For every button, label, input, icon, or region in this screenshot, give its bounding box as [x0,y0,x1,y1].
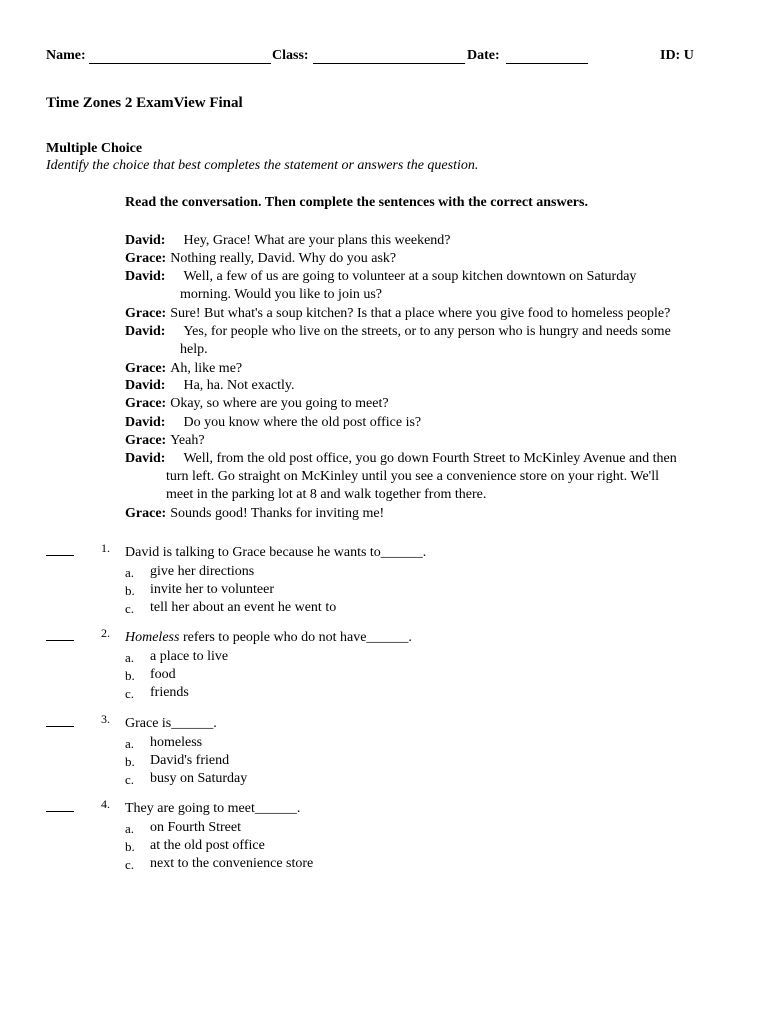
dialogue-continuation: morning. Would you like to join us? [180,287,382,302]
dialogue-line [125,395,389,413]
dialogue-continuation: help. [180,342,208,357]
option-letter: c. [125,601,135,616]
option-text: next to the convenience store [150,856,314,871]
option-text: homeless [150,735,203,750]
option-letter: a. [125,565,135,580]
dialogue-speaker: David: [125,415,166,430]
dialogue-text: Well, a few of us are going to volunteer at a soup kitchen downtown on Saturday [183,269,637,284]
option-letter: c. [125,857,135,872]
class-label: Class: [272,48,309,63]
option-text: a place to live [150,649,229,664]
dialogue-continuation: turn left. Go straight on McKinley until you see a convenience store on your right. We'll [166,469,659,484]
option-text: David's friend [150,753,230,768]
dialogue-speaker: David: [125,269,166,284]
dialogue-speaker: Grace: [125,396,167,411]
question-stem [125,630,412,646]
option-text: tell her about an event he went to [150,600,337,615]
dialogue-line [125,232,451,250]
dialogue-line [125,505,384,523]
dialogue-line [125,305,670,323]
dialogue-line [125,450,677,468]
section-heading: Multiple Choice [46,141,143,156]
id-label: ID: U [660,48,694,63]
dialogue-speaker: Grace: [125,433,167,448]
dialogue-line [125,360,242,378]
question-stem [125,545,426,561]
option-letter: b. [125,668,135,683]
dialogue-line [125,268,636,286]
dialogue-text: Sounds good! Thanks for inviting me! [170,506,385,521]
option-letter: b. [125,839,135,854]
dialogue-speaker: Grace: [125,251,167,266]
answer-blank[interactable] [46,811,74,812]
dialogue-speaker: Grace: [125,306,167,321]
dialogue-line [125,377,295,395]
dialogue-text: Ah, like me? [170,361,243,376]
option-letter: c. [125,686,135,701]
option-letter: a. [125,650,135,665]
dialogue-text: Hey, Grace! What are your plans this weekend? [183,233,451,248]
reading-prompt: Read the conversation. Then complete the sentences with the correct answers. [125,195,588,210]
dialogue-text: Sure! But what's a soup kitchen? Is that a place where you give food to homeless people? [170,306,671,321]
question-stem-text: refers to people who do not have______. [179,630,412,645]
dialogue-continuation: meet in the parking lot at 8 and walk together from there. [166,487,487,502]
question-number: 3. [101,712,110,726]
dialogue-text: Ha, ha. Not exactly. [183,378,295,393]
option-text: busy on Saturday [150,771,248,786]
question-stem-text: They are going to meet______. [125,801,301,816]
question-stem-text: Grace is______. [125,716,217,731]
dialogue-speaker: David: [125,451,166,466]
question-stem [125,716,217,732]
answer-blank[interactable] [46,726,74,727]
option-text: on Fourth Street [150,820,241,835]
answer-blank[interactable] [46,555,74,556]
option-text: food [150,667,176,682]
dialogue-line [125,432,205,450]
name-blank[interactable] [89,63,271,64]
dialogue-speaker: Grace: [125,506,167,521]
option-letter: c. [125,772,135,787]
dialogue-line [125,250,396,268]
option-text: at the old post office [150,838,265,853]
dialogue-text: Well, from the old post office, you go down Fourth Street to McKinley Avenue and then [183,451,677,466]
option-letter: a. [125,736,135,751]
option-letter: a. [125,821,135,836]
dialogue-text: Okay, so where are you going to meet? [170,396,389,411]
date-blank[interactable] [506,63,588,64]
question-stem [125,801,300,817]
option-text: give her directions [150,564,255,579]
dialogue-speaker: Grace: [125,361,167,376]
question-stem-term: Homeless [125,630,180,645]
option-letter: b. [125,583,135,598]
dialogue-text: Nothing really, David. Why do you ask? [170,251,397,266]
class-blank[interactable] [313,63,465,64]
name-label: Name: [46,48,86,63]
question-number: 2. [101,626,110,640]
option-letter: b. [125,754,135,769]
dialogue-text: Yeah? [170,433,205,448]
option-text: friends [150,685,189,700]
dialogue-text: Yes, for people who live on the streets, or to any person who is hungry and needs some [183,324,671,339]
page-title: Time Zones 2 ExamView Final [46,95,243,111]
dialogue-text: Do you know where the old post office is? [183,415,422,430]
dialogue-line [125,323,671,341]
answer-blank[interactable] [46,640,74,641]
question-number: 1. [101,541,110,555]
question-number: 4. [101,797,110,811]
dialogue-speaker: David: [125,324,166,339]
dialogue-speaker: David: [125,378,166,393]
dialogue-speaker: David: [125,233,166,248]
date-label: Date: [467,48,500,63]
question-stem-text: David is talking to Grace because he wants to______. [125,545,427,560]
dialogue-line [125,414,421,432]
option-text: invite her to volunteer [150,582,275,597]
section-instructions: Identify the choice that best completes the statement or answers the question. [46,158,479,173]
